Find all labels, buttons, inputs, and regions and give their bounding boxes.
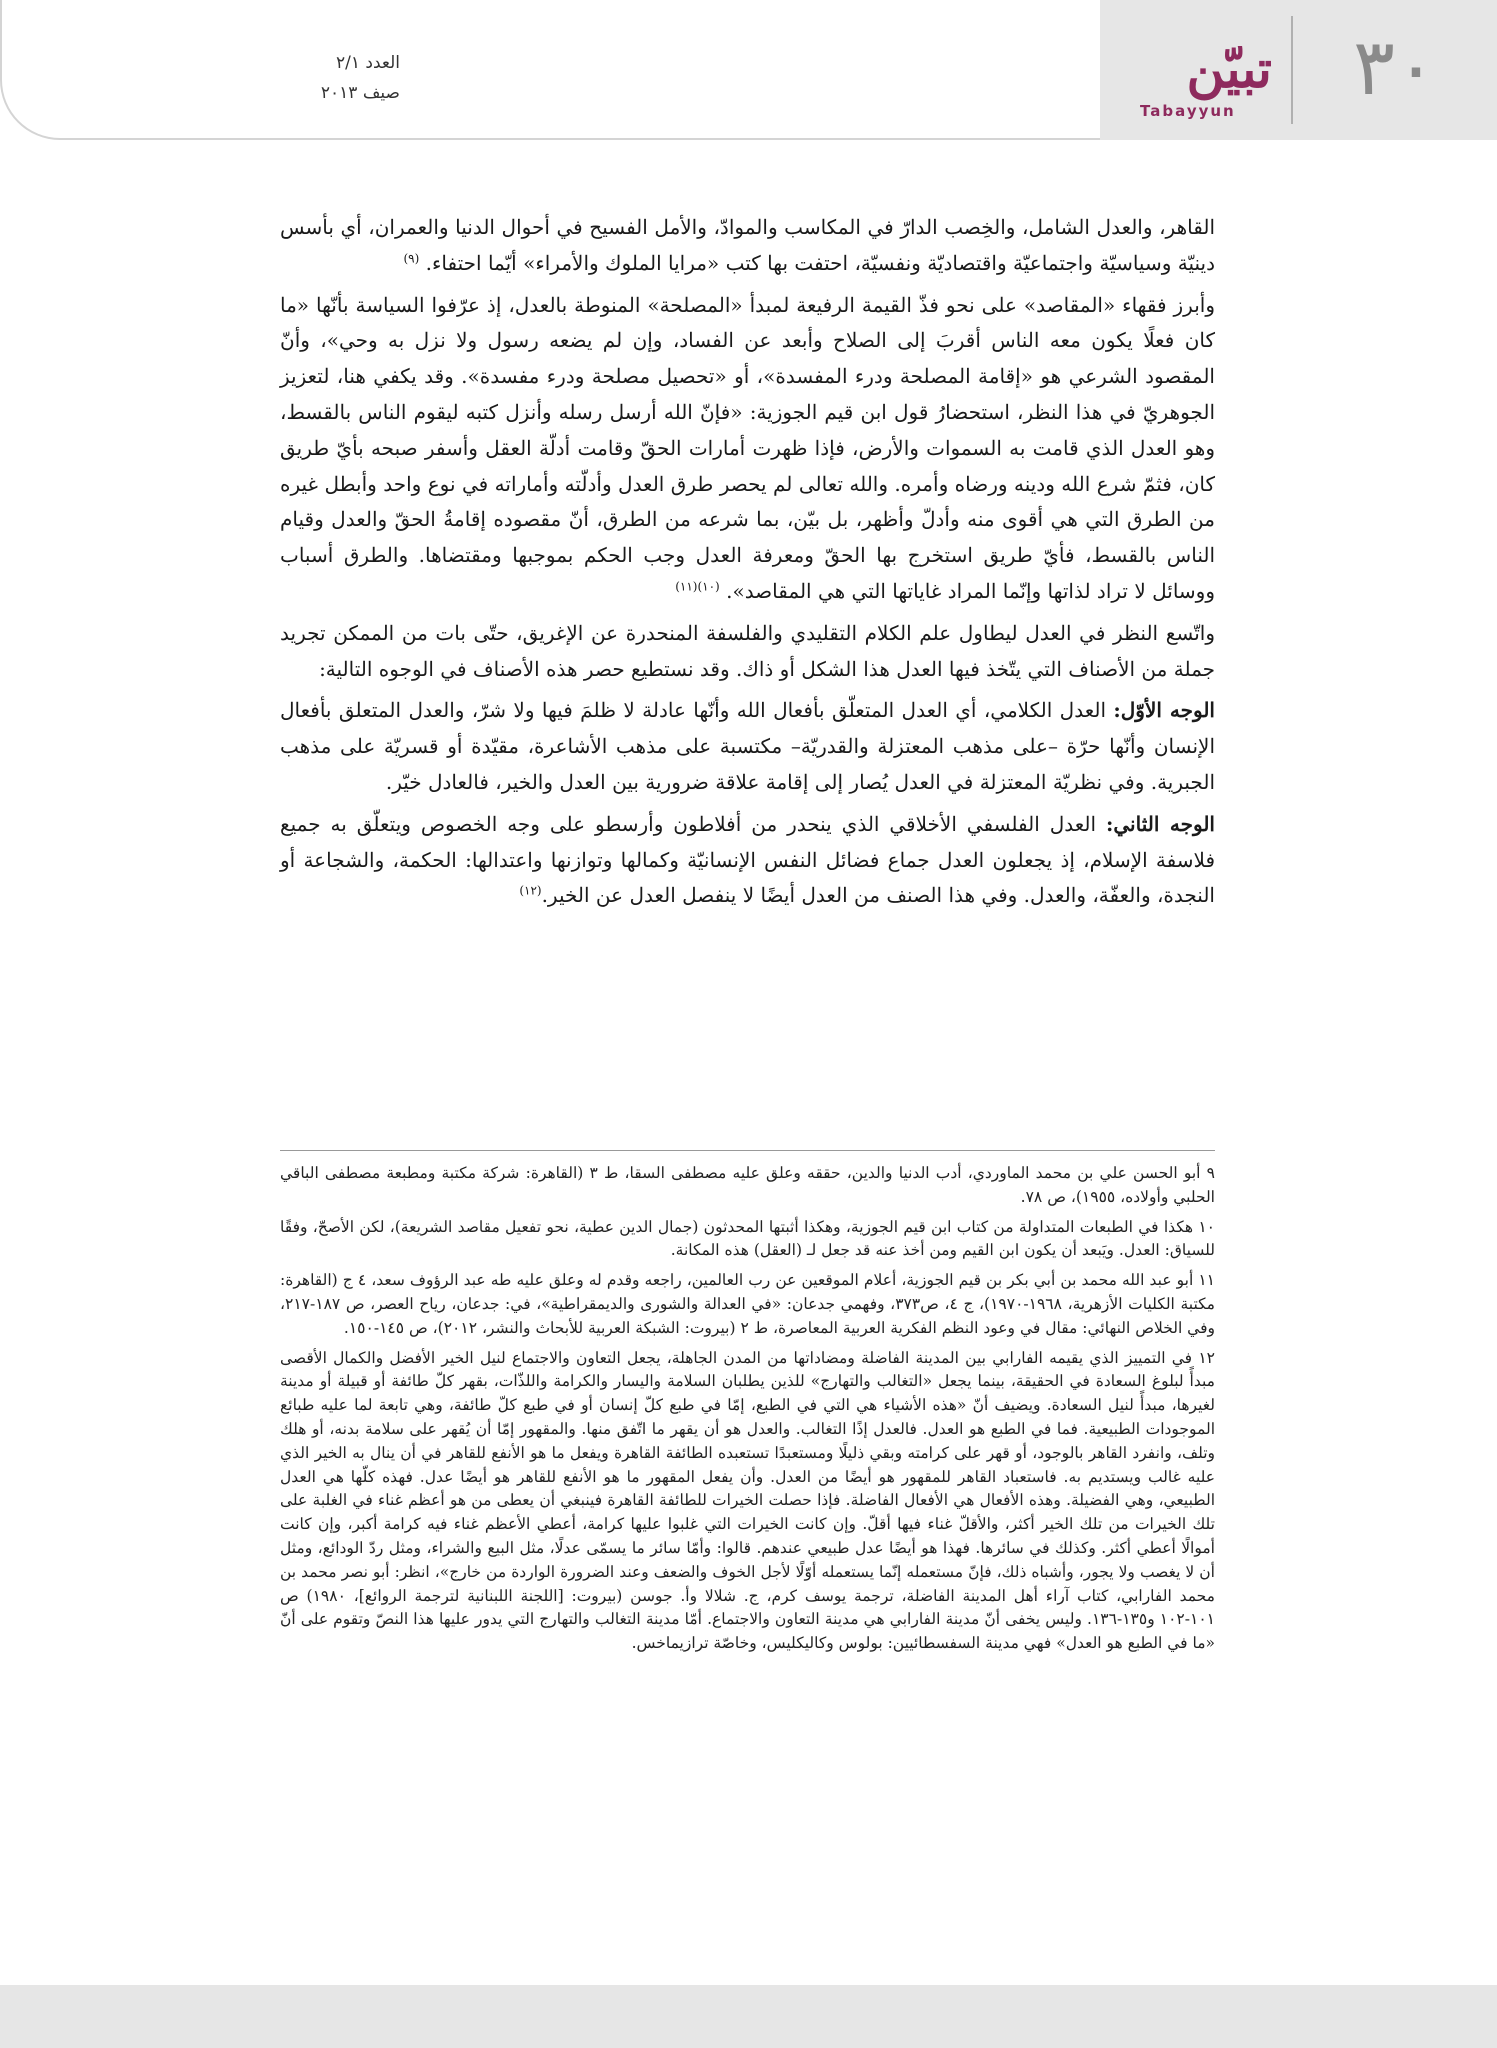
footnote-9: ٩ أبو الحسن علي بن محمد الماوردي، أدب الدنيا والدين، حققه وعلق عليه مصطفى السقا، ط ٣ (القاهرة: شركة مكتبة ومطبعة مصطفى الباقي الحلبي وأولاده، ١٩٥٥)، ص ٧٨. [280,1164,1215,1206]
section-label-first: الوجه الأوّل: [1113,698,1215,723]
paragraph-3: واتّسع النظر في العدل ليطاول علم الكلام التقليدي والفلسفة المنحدرة عن الإغريق، حتّى بات من الممكن تجريد جملة من الأصناف التي يتّخذ فيها العدل هذا الشكل أو ذاك. وقد نستطيع حصر هذه الأصناف في الوجوه التالية: [280,620,1215,681]
footnote-ref-12[interactable]: (١٢) [519,883,542,898]
logo-arabic: تبيّن [1186,39,1272,100]
paragraph-2: وأبرز فقهاء «المقاصد» على نحو فذّ القيمة الرفيعة لمبدأ «المصلحة» المنوطة بالعدل، إذ عرّفوا السياسة بأنّها «ما كان فعلًا يكون معه الناس أقربَ إلى الصلاح وأبعد عن الفساد، وإن لم يضعه رسول ولا نزل به وحي»، وأنّ المقصود الشرعي هو «إقامة المصلحة ودرء المفسدة»، أو «تحصيل مصلحة ودرء مفسدة». وقد يكفي هنا، لتعزيز الجوهريّ في هذا النظر، استحضارُ قول ابن قيم الجوزية: «فإنّ الله أرسل رسله وأنزل كتبه ليقوم الناس بالقسط، وهو العدل الذي قامت به السموات والأرض، فإذا ظهرت أمارات الحقّ وقامت أدلّة العقل وأسفر صبحه بأيّ طريق كان، فثمّ شرع الله ودينه ورضاه وأمره. والله تعالى لم يحصر طرق العدل وأدلّته وأماراته في نوع واحد وأبطل غيره من الطرق التي هي أقوى منه وأدلّ وأظهر، بل بيّن، بما شرعه من الطرق، أنّ مقصوده إقامةُ الحقّ والعدل وقيام الناس بالقسط، فأيّ طريق استخرج بها الحقّ ومعرفة العدل وجب الحكم بموجبها ومقتضاها. والطرق أسباب ووسائل لا تراد لذاتها وإنّما المراد غاياتها التي هي المقاصد». $^{(١٠)(١١)}$ [280,292,1215,603]
paragraph-1: القاهر، والعدل الشامل، والخِصب الدارّ في المكاسب والموادّ، والأمل الفسيح في أحوال الدنيا والعمران، أي بأسس دينيّة وسياسيّة واجتماعيّة واقتصاديّة ونفسيّة، احتفت بها كتب «مرايا الملوك والأمراء» أيّما احتفاء. $^{(٩)}$ [280,215,1215,275]
footnotes [280,1162,1215,1662]
issue-info [260,48,400,108]
footnote-ref-10[interactable]: (١٠) [697,579,720,594]
page-number: ٣٠ [1353,23,1437,113]
main-text [280,210,1215,920]
journal-logo [1122,38,1282,118]
logo-latin: Tabayyun [1140,102,1236,120]
footnote-12: ١٢ في التمييز الذي يقيمه الفارابي بين المدينة الفاضلة ومضاداتها من المدن الجاهلة، يجعل التعاون والاجتماع لنيل الخير الأفضل والكمال الأقصى مبدأً لبلوغ السعادة في الحقيقة، بينما يجعل «التغالب والتهارج» للذين يطلبان السلامة واليسار والكرامة واللذّات، بقهر كلّ طائفة أو قبيلة أو مدينة لغيرها، مبدأً لنيل السعادة. ويضيف أنّ «هذه الأشياء هي التي في الطبع، إمّا في طبع كلّ إنسان أو في طبع كلّ طائفة، وهي تابعة لما عليه طبائع الموجودات الطبيعية. فما في الطبع هو العدل. فالعدل إذًا التغالب. والعدل هو أن يقهر ما اتّفق منها. والمقهور إمّا أن يُقهر على سلامة بدنه، أو هلك وتلف، وانفرد القاهر بالوجود، أو قهر على كرامته وبقي ذليلًا ومستعبدًا تستعبده الطائفة القاهرة ويفعل ما هو الأنفع للقاهر في أن ينال به الخير الذي عليه غالب ويستديم به. فاستعباد القاهر للمقهور هو أيضًا من العدل. وأن يفعل المقهور ما هو الأنفع للقاهر هو أيضًا عدل. فهذه كلّها هي العدل الطبيعي، وهي الفضيلة. وهذه الأفعال هي الأفعال الفاضلة. فإذا حصلت الخيرات للطائفة القاهرة فينبغي أن يعطى من هو أعظم غناء في الغلبة على تلك الخيرات من تلك الخير أكثر، والأقلّ غناء فيها أقلّ. وإن كانت الخيرات التي غلبوا عليها كرامة، أعطي الأعظم غناء فيه كرامة أكبر، وإن كانت أموالًا أعطي أكثر. وكذلك في سائرها. فهذا هو أيضًا عدل طبيعي عندهم. قالوا: وأمّا سائر ما يسمّى عدلًا، مثل البيع والشراء، ومثل ردّ الودائع، ومثل أن لا يغصب ولا يجور، وأشباه ذلك، فإنّ مستعمله إنّما يستعمله أوّلًا لأجل الخوف والضعف وعند الضرورة الواردة من خارج»، انظر: أبو نصر محمد بن محمد الفارابي، كتاب آراء أهل المدينة الفاضلة، ترجمة يوسف كرم، ج. شلالا وأ. جوسن (بيروت: [اللجنة اللبنانية لترجمة الروائع]، ١٩٨٠) ص ١٠١-١٠٢ و١٣٥-١٣٦. وليس يخفى أنّ مدينة الفارابي هي مدينة التعاون والاجتماع. أمّا مدينة التغالب والتهارج التي يدور عليها هذا النصّ وتقوم على أنّ «ما في الطبع هو العدل» فهي مدينة السفسطائيين: بولوس وكاليكليس، وخاصّة ترازيماخس. [280,1348,1215,1653]
section-label-second: الوجه الثاني: [1105,811,1215,836]
issue-number: العدد ٢/١ [335,53,400,73]
issue-season: صيف ٢٠١٣ [320,83,400,103]
header-divider [1291,16,1293,124]
paragraph-5: الوجه الثاني: العدل الفلسفي الأخلاقي الذي ينحدر من أفلاطون وأرسطو على وجه الخصوص ويتعلّق به جميع فلاسفة الإسلام، إذ يجعلون العدل جماع فضائل النفس الإنسانيّة وكمالها وتوازنها واعتدالها: الحكمة، والشجاعة أو النجدة، والعفّة، والعدل. وفي هذا الصنف من العدل أيضًا لا ينفصل العدل عن الخير.$^{(١٢)}$ [280,811,1215,908]
footnote-divider [280,1150,1215,1151]
footer-band [0,1985,1497,2048]
paragraph-4: الوجه الأوّل: العدل الكلامي، أي العدل المتعلّق بأفعال الله وأنّها عادلة لا ظلمَ فيها ولا شرّ، والعدل المتعلق بأفعال الإنسان وأنّها حرّة –على مذهب المعتزلة والقدريّة– مكتسبة على مذهب الأشاعرة، مقيّدة أو قسريّة على مذهب الجبرية. وفي نظريّة المعتزلة في العدل يُصار إلى إقامة علاقة ضرورية بين العدل والخير، فالعادل خيّر. [280,698,1215,794]
footnote-11: ١١ أبو عبد الله محمد بن أبي بكر بن قيم الجوزية، أعلام الموقعين عن رب العالمين، راجعه وقدم له وعلق عليه طه عبد الرؤوف سعد، ٤ ج (القاهرة: مكتبة الكليات الأزهرية، ١٩٦٨-١٩٧٠)، ج ٤، ص٣٧٣، وفهمي جدعان: «في العدالة والشورى والديمقراطية»، في: جدعان، رياح العصر، ص ١٨٧-٢١٧، وفي الخلاص النهائي: مقال في وعود النظم الفكرية العربية المعاصرة، ط ٢ (بيروت: الشبكة العربية للأبحاث والنشر، ٢٠١٢)، ص ١٤٥-١٥٠. [280,1271,1215,1337]
footnote-10: ١٠ هكذا في الطبعات المتداولة من كتاب ابن قيم الجوزية، وهكذا أثبتها المحدثون (جمال الدين عطية، نحو تفعيل مقاصد الشريعة)، لكن الأصحّ، وفقًا للسياق: العدل. ويَبعد أن يكون ابن القيم ومن أخذ عنه قد جعل لـ (العقل) هذه المكانة. [280,1217,1215,1260]
footnote-ref-11[interactable]: (١١) [675,579,698,594]
header-frame [0,0,1110,140]
footnote-ref-9[interactable]: (٩) [403,251,420,266]
